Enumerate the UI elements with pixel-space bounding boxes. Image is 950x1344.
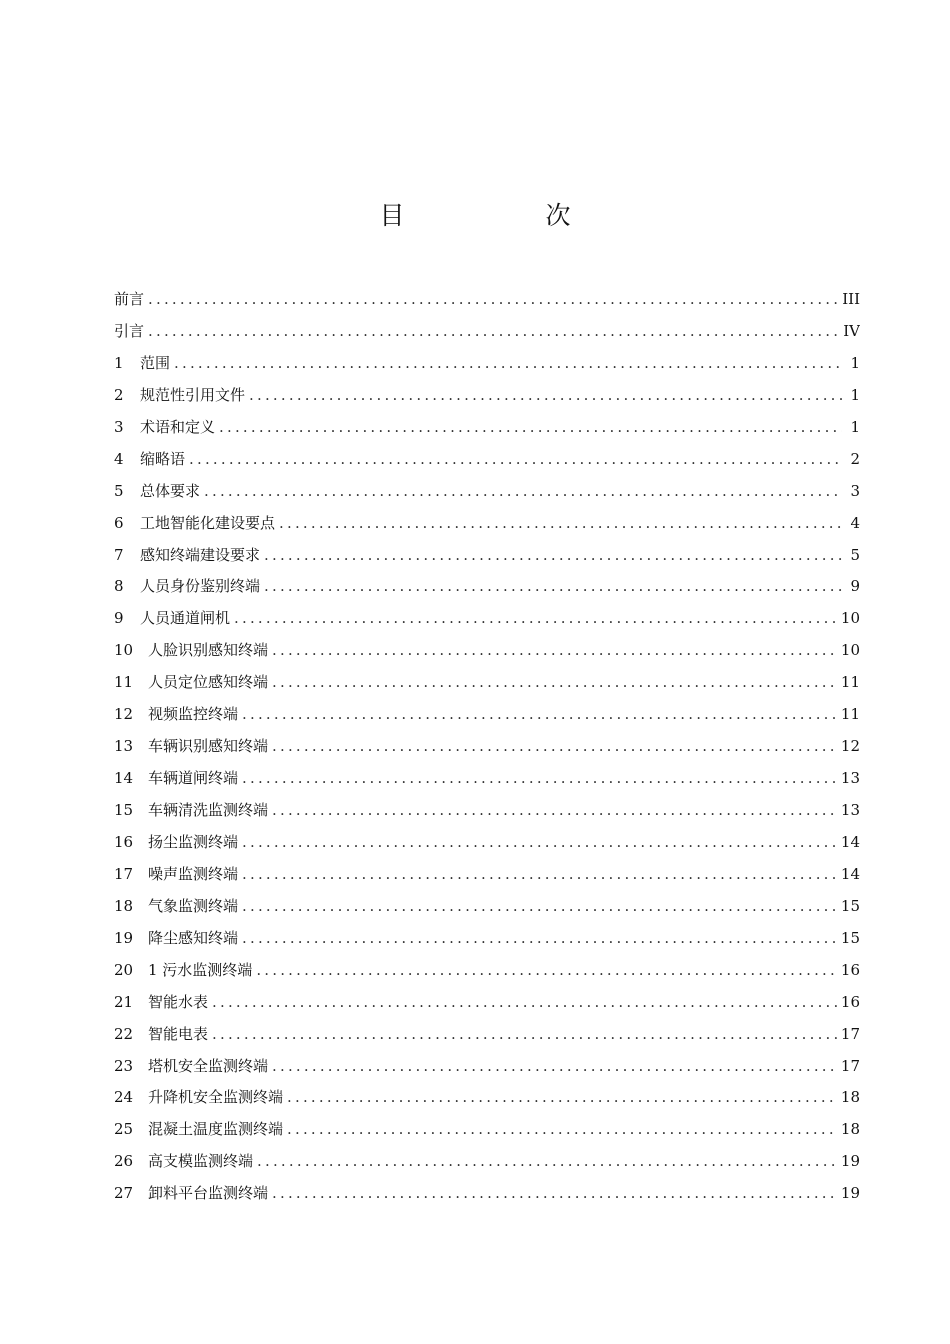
toc-entry-title: 噪声监测终端 [148, 864, 239, 883]
toc-entry-title: 高支模监测终端 [148, 1152, 254, 1171]
toc-entry-number: 4 [114, 449, 124, 468]
toc-entry-page: 18 [840, 1088, 860, 1107]
toc-entry-number: 20 [114, 960, 134, 979]
toc-dot-leader [148, 284, 838, 316]
toc-entry[interactable] [114, 731, 860, 763]
toc-dot-leader [174, 348, 842, 380]
toc-dot-leader [242, 859, 837, 891]
toc-entry-number: 11 [114, 673, 134, 692]
toc-entry-title: 气象监测终端 [148, 896, 239, 915]
toc-entry-title: 车辆清洗监测终端 [148, 801, 269, 819]
toc-entry-page: 19 [840, 1152, 860, 1171]
toc-entry-page: 4 [850, 513, 860, 532]
toc-entry-title: 人员通道闸机 [140, 609, 231, 628]
toc-entry[interactable] [114, 827, 860, 859]
toc-entry-page: 11 [840, 673, 860, 692]
toc-entry-title: 塔机安全监测终端 [148, 1056, 269, 1075]
toc-dot-leader [272, 795, 837, 827]
toc-entry-title: 降尘感知终端 [148, 928, 239, 947]
toc-dot-leader [234, 603, 837, 635]
toc-entry-page: 9 [850, 577, 860, 596]
toc-entry-page: III [842, 290, 860, 308]
toc-entry[interactable] [114, 1051, 860, 1083]
toc-dot-leader [189, 444, 842, 476]
toc-entry-number: 1 [114, 353, 124, 372]
toc-dot-leader [212, 987, 837, 1019]
toc-entry-title: 人员身份鉴别终端 [140, 577, 261, 596]
toc-entry-number: 7 [114, 545, 124, 564]
toc-entry-number: 21 [114, 992, 134, 1011]
toc-entry-page: 14 [840, 832, 860, 851]
toc-entry[interactable] [114, 891, 860, 923]
toc-entry-title: 1 污水监测终端 [148, 960, 253, 979]
toc-entry-number: 12 [114, 705, 134, 724]
toc-entry[interactable] [114, 380, 860, 412]
toc-dot-leader [242, 699, 837, 731]
toc-entry[interactable] [114, 1082, 860, 1114]
toc-entry-title: 总体要求 [140, 481, 201, 500]
toc-entry-title: 视频监控终端 [148, 705, 239, 724]
toc-entry-page: IV [843, 321, 860, 340]
toc-dot-leader [287, 1082, 837, 1114]
toc-entry[interactable] [114, 284, 860, 316]
toc-entry-title: 前言 [114, 290, 145, 308]
toc-entry-title: 术语和定义 [140, 417, 216, 436]
toc-dot-leader [242, 923, 837, 955]
toc-entry[interactable] [114, 635, 860, 667]
toc-entry-number: 2 [114, 385, 124, 404]
toc-entry-title: 缩略语 [140, 449, 186, 468]
toc-entry-number: 18 [114, 896, 134, 915]
toc-dot-leader [272, 1178, 837, 1210]
toc-dot-leader [257, 1146, 837, 1178]
toc-entry[interactable] [114, 348, 860, 380]
toc-dot-leader [242, 763, 837, 795]
toc-entry-number: 22 [114, 1024, 134, 1043]
toc-entry-page: 13 [840, 769, 860, 788]
toc-entry-page: 15 [840, 896, 860, 915]
toc-dot-leader [272, 667, 837, 699]
toc-entry-page: 5 [850, 545, 860, 564]
toc-dot-leader [148, 316, 839, 348]
toc-entry-title: 车辆识别感知终端 [148, 737, 269, 756]
toc-entry[interactable] [114, 476, 860, 508]
toc-dot-leader [272, 635, 837, 667]
toc-entry-page: 1 [850, 385, 860, 404]
toc-entry-page: 12 [840, 737, 860, 756]
toc-entry-page: 10 [840, 609, 860, 628]
toc-entry-number: 24 [114, 1088, 134, 1107]
toc-dot-leader [204, 476, 842, 508]
table-of-contents [114, 284, 860, 1210]
toc-entry-page: 15 [840, 928, 860, 947]
toc-entry-title: 智能电表 [148, 1024, 209, 1043]
toc-entry-number: 9 [114, 609, 124, 628]
toc-entry-title: 人脸识别感知终端 [148, 641, 269, 660]
toc-entry[interactable] [114, 508, 860, 540]
toc-entry[interactable] [114, 444, 860, 476]
toc-entry[interactable] [114, 1178, 860, 1210]
toc-entry-title: 工地智能化建设要点 [140, 513, 276, 532]
toc-entry[interactable] [114, 699, 860, 731]
toc-entry-title: 卸料平台监测终端 [148, 1184, 269, 1203]
toc-entry[interactable] [114, 1114, 860, 1146]
toc-dot-leader [264, 540, 842, 572]
toc-entry-page: 17 [840, 1024, 860, 1043]
toc-entry-number: 26 [114, 1152, 134, 1171]
toc-entry-number: 14 [114, 769, 134, 788]
toc-entry-title: 引言 [114, 321, 145, 340]
toc-entry-number: 5 [114, 481, 124, 500]
toc-entry-title: 车辆道闸终端 [148, 769, 239, 788]
toc-entry[interactable] [114, 955, 860, 987]
toc-entry-title: 人员定位感知终端 [148, 673, 269, 692]
toc-entry-title: 范围 [140, 353, 171, 372]
toc-dot-leader [256, 955, 837, 987]
toc-entry-page: 14 [840, 864, 860, 883]
toc-entry-title: 混凝土温度监测终端 [148, 1120, 284, 1139]
toc-entry-page: 1 [850, 353, 860, 372]
toc-entry[interactable] [114, 540, 860, 572]
toc-entry[interactable] [114, 571, 860, 603]
toc-entry-page: 1 [850, 417, 860, 436]
toc-entry[interactable] [114, 1146, 860, 1178]
toc-entry-page: 19 [840, 1184, 860, 1203]
toc-entry-page: 10 [840, 641, 860, 660]
toc-entry-page: 16 [840, 992, 860, 1011]
toc-entry[interactable] [114, 923, 860, 955]
toc-entry[interactable] [114, 667, 860, 699]
toc-entry-number: 23 [114, 1056, 134, 1075]
toc-dot-leader [242, 891, 837, 923]
toc-entry-number: 27 [114, 1184, 134, 1203]
toc-entry-number: 15 [114, 801, 134, 819]
toc-entry-title: 规范性引用文件 [140, 385, 246, 404]
toc-entry[interactable] [114, 1019, 860, 1051]
toc-entry-number: 13 [114, 737, 134, 756]
toc-entry[interactable] [114, 763, 860, 795]
toc-entry-number: 10 [114, 641, 134, 660]
toc-entry-number: 16 [114, 832, 134, 851]
toc-entry-title: 升降机安全监测终端 [148, 1088, 284, 1107]
toc-dot-leader [212, 1019, 837, 1051]
toc-entry[interactable] [114, 859, 860, 891]
toc-entry-number: 25 [114, 1120, 134, 1139]
toc-entry-title: 感知终端建设要求 [140, 545, 261, 564]
toc-entry-number: 6 [114, 513, 124, 532]
toc-dot-leader [272, 1051, 837, 1083]
toc-entry[interactable] [114, 603, 860, 635]
toc-entry-page: 13 [840, 801, 860, 819]
toc-entry-page: 18 [840, 1120, 860, 1139]
toc-entry-title: 扬尘监测终端 [148, 832, 239, 851]
toc-entry[interactable] [114, 987, 860, 1019]
toc-entry-number: 8 [114, 577, 124, 596]
toc-entry-page: 11 [840, 705, 860, 724]
toc-dot-leader [249, 380, 842, 412]
toc-dot-leader [219, 412, 842, 444]
toc-entry-number: 17 [114, 864, 134, 883]
toc-dot-leader [242, 827, 837, 859]
toc-dot-leader [287, 1114, 837, 1146]
toc-entry[interactable] [114, 316, 860, 348]
toc-entry[interactable] [114, 795, 860, 827]
toc-dot-leader [264, 571, 842, 603]
page-title: 目 次 [379, 201, 629, 230]
toc-entry-title: 智能水表 [148, 992, 209, 1011]
toc-entry-page: 3 [850, 481, 860, 500]
toc-entry-page: 17 [840, 1056, 860, 1075]
toc-dot-leader [279, 508, 842, 540]
toc-entry-page: 2 [850, 449, 860, 468]
toc-entry-page: 16 [840, 960, 860, 979]
toc-dot-leader [272, 731, 837, 763]
toc-entry-number: 19 [114, 928, 134, 947]
toc-entry-number: 3 [114, 417, 124, 436]
toc-entry[interactable] [114, 412, 860, 444]
